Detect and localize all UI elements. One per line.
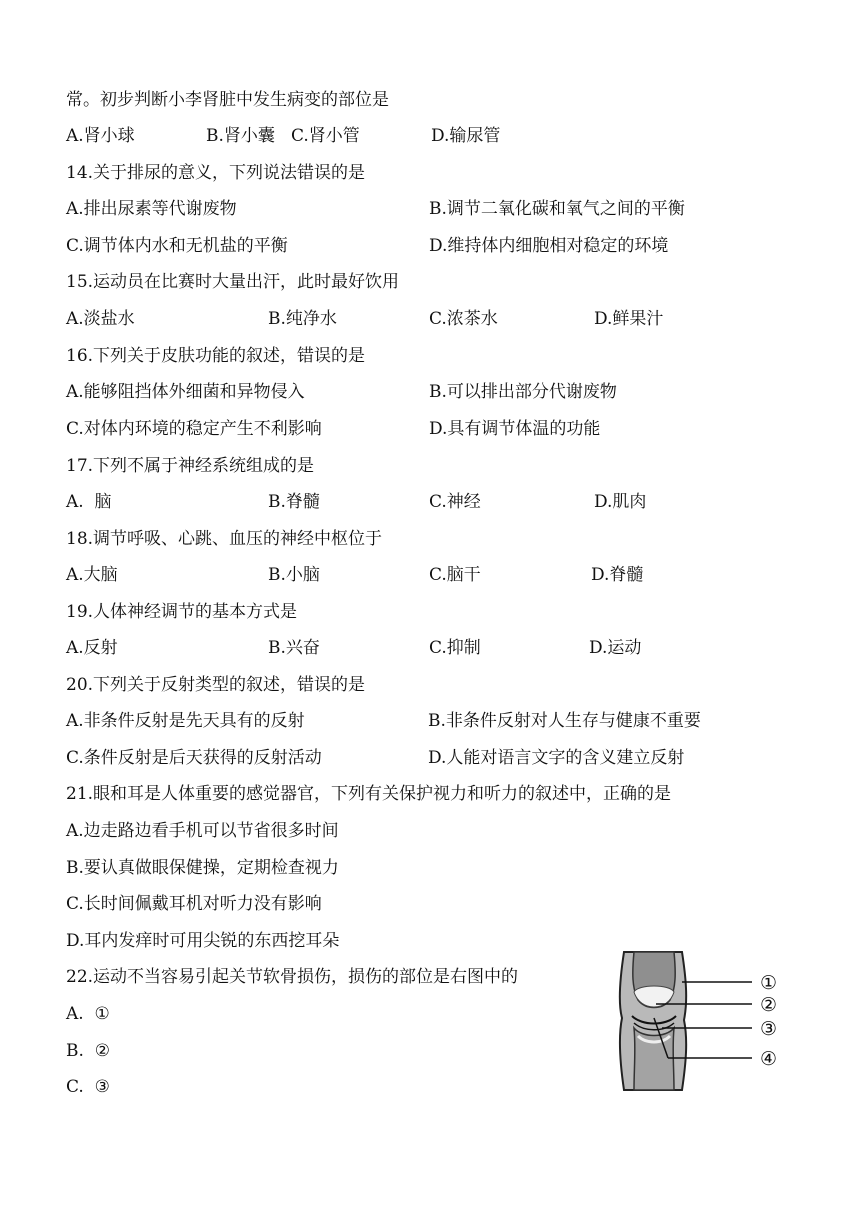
q14-option-a: A.排出尿素等代谢废物 — [66, 199, 237, 219]
q20-option-c: C.条件反射是后天获得的反射活动 — [66, 748, 322, 768]
q16-stem: 16.下列关于皮肤功能的叙述，错误的是 — [66, 346, 366, 366]
q22-option-a: A. ① — [66, 1004, 110, 1024]
q21-option-d: D.耳内发痒时可用尖锐的东西挖耳朵 — [66, 931, 340, 951]
q21-option-b: B.要认真做眼保健操，定期检查视力 — [66, 858, 339, 878]
q15-option-d: D.鲜果汁 — [594, 309, 664, 329]
q16-option-d: D.具有调节体温的功能 — [429, 419, 601, 439]
q15-option-a: A.淡盐水 — [66, 309, 135, 329]
q13-option-b: B.肾小囊 — [206, 126, 275, 146]
figure-label-2: ② — [760, 994, 778, 1016]
q19-option-b: B.兴奋 — [268, 638, 320, 658]
q16-option-b: B.可以排出部分代谢废物 — [429, 382, 617, 402]
figure-label-3: ③ — [760, 1018, 778, 1040]
q19-option-d: D.运动 — [589, 638, 642, 658]
joint-diagram-svg — [612, 948, 788, 1094]
figure-label-4: ④ — [760, 1048, 778, 1070]
q20-stem: 20.下列关于反射类型的叙述，错误的是 — [66, 675, 366, 695]
q15-option-b: B.纯净水 — [268, 309, 337, 329]
q13-option-c: C.肾小管 — [291, 126, 360, 146]
q17-option-d: D.肌肉 — [594, 492, 647, 512]
q21-stem: 21.眼和耳是人体重要的感觉器官，下列有关保护视力和听力的叙述中，正确的是 — [66, 784, 672, 804]
q22-option-b: B. ② — [66, 1041, 110, 1061]
figure-label-1: ① — [760, 972, 778, 994]
q13-option-d: D.输尿管 — [431, 126, 501, 146]
q15-stem: 15.运动员在比赛时大量出汗，此时最好饮用 — [66, 272, 400, 292]
q14-option-c: C.调节体内水和无机盐的平衡 — [66, 236, 288, 256]
q20-option-a: A.非条件反射是先天具有的反射 — [66, 711, 305, 731]
q18-option-b: B.小脑 — [268, 565, 320, 585]
q15-option-c: C.浓茶水 — [429, 309, 498, 329]
q17-option-c: C.神经 — [429, 492, 481, 512]
q14-stem: 14.关于排尿的意义，下列说法错误的是 — [66, 163, 366, 183]
q17-option-a: A. 脑 — [66, 492, 112, 512]
q18-stem: 18.调节呼吸、心跳、血压的神经中枢位于 — [66, 529, 383, 549]
q22-option-c: C. ③ — [66, 1077, 110, 1097]
q21-option-a: A.边走路边看手机可以节省很多时间 — [66, 821, 339, 841]
q22-stem: 22.运动不当容易引起关节软骨损伤，损伤的部位是右图中的 — [66, 967, 519, 987]
q17-stem: 17.下列不属于神经系统组成的是 — [66, 456, 315, 476]
q14-option-d: D.维持体内细胞相对稳定的环境 — [429, 236, 669, 256]
q17-option-b: B.脊髓 — [268, 492, 320, 512]
q18-option-d: D.脊髓 — [591, 565, 644, 585]
q19-option-a: A.反射 — [66, 638, 118, 658]
q20-option-d: D.人能对语言文字的含义建立反射 — [428, 748, 685, 768]
q20-option-b: B.非条件反射对人生存与健康不重要 — [428, 711, 701, 731]
joint-diagram — [612, 948, 788, 1094]
q19-option-c: C.抑制 — [429, 638, 481, 658]
q19-stem: 19.人体神经调节的基本方式是 — [66, 602, 298, 622]
q18-option-a: A.大脑 — [66, 565, 118, 585]
q16-option-c: C.对体内环境的稳定产生不利影响 — [66, 419, 322, 439]
q21-option-c: C.长时间佩戴耳机对听力没有影响 — [66, 894, 322, 914]
q18-option-c: C.脑干 — [429, 565, 481, 585]
q13-stem-tail: 常。初步判断小李肾脏中发生病变的部位是 — [66, 90, 389, 110]
q16-option-a: A.能够阻挡体外细菌和异物侵入 — [66, 382, 305, 402]
q13-option-a: A.肾小球 — [66, 126, 135, 146]
q14-option-b: B.调节二氧化碳和氧气之间的平衡 — [429, 199, 685, 219]
